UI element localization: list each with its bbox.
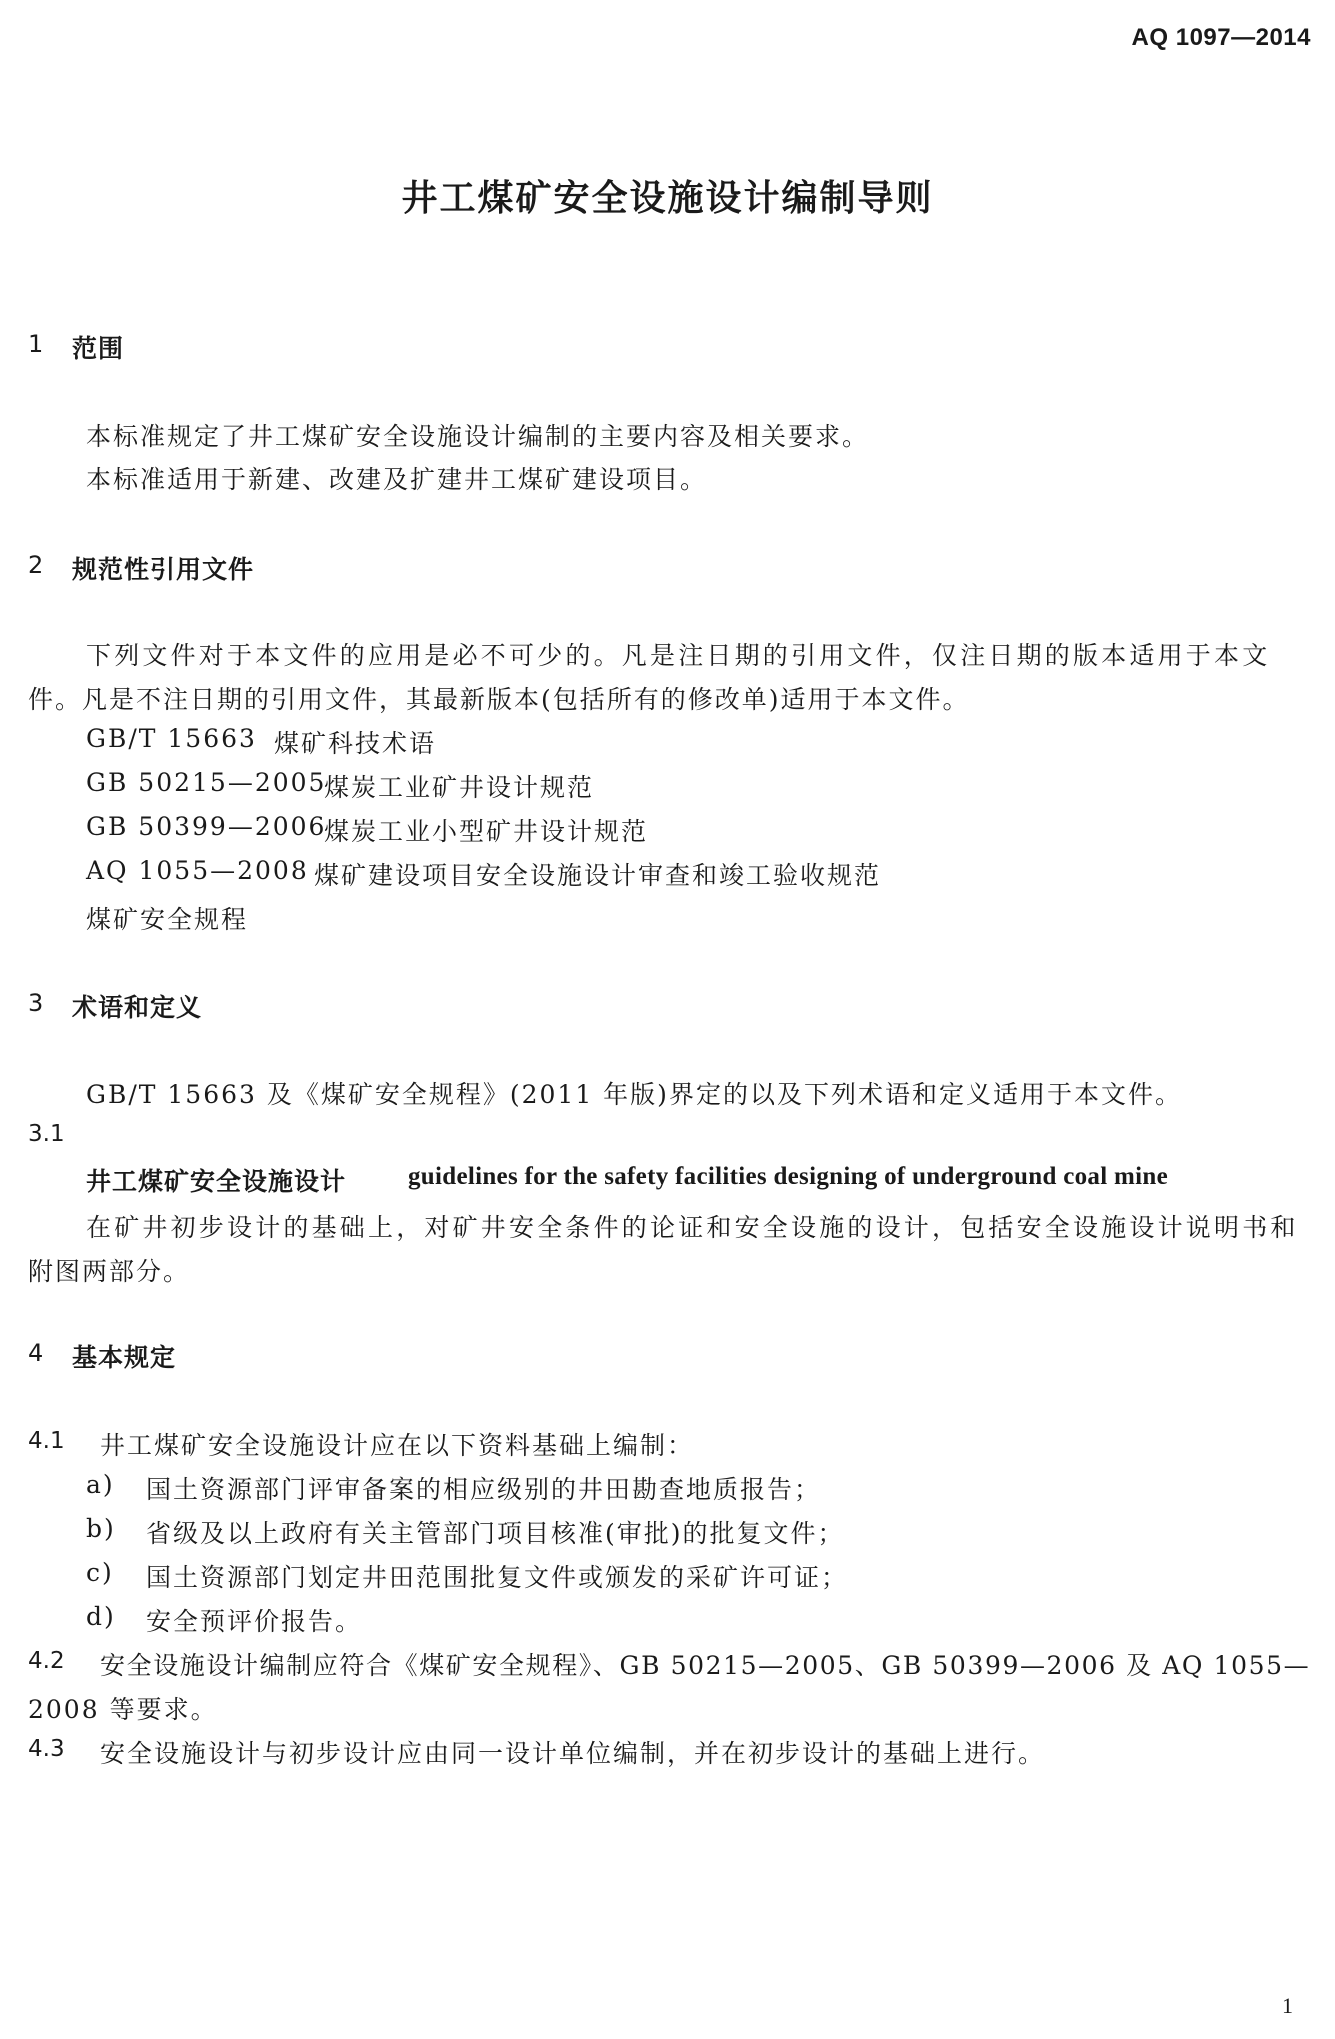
section-1-heading: 范围 <box>72 334 125 363</box>
section-1-para-1: 本标准规定了井工煤矿安全设施设计编制的主要内容及相关要求。 <box>86 422 870 451</box>
section-3-heading: 术语和定义 <box>72 993 203 1022</box>
list-item-label: c) <box>86 1558 114 1587</box>
ref-code: GB 50399—2006 <box>86 812 327 841</box>
term-definition-line-2: 附图两部分。 <box>28 1257 191 1286</box>
term-english: guidelines for the safety facilities designing of underground coal mine <box>408 1163 1168 1190</box>
list-item-text: 国土资源部门评审备案的相应级别的井田勘查地质报告； <box>146 1475 822 1504</box>
clause-4-3-number: 4.3 <box>28 1736 65 1762</box>
page-title: 井工煤矿安全设施设计编制导则 <box>401 178 934 219</box>
ref-code: GB 50215—2005 <box>86 768 327 797</box>
ref-title: 煤矿科技术语 <box>274 729 437 758</box>
section-3-intro: GB/T 15663 及《煤矿安全规程》(2011 年版)界定的以及下列术语和定义适用于本文件。 <box>86 1080 1182 1109</box>
ref-title: 煤矿建设项目安全设施设计审查和竣工验收规范 <box>314 861 882 890</box>
list-item-text: 国土资源部门划定井田范围批复文件或颁发的采矿许可证； <box>146 1563 849 1592</box>
ref-last: 煤矿安全规程 <box>86 905 249 934</box>
clause-3-1-number: 3.1 <box>28 1121 65 1147</box>
ref-title: 煤炭工业小型矿井设计规范 <box>324 817 649 846</box>
term-definition-line-1: 在矿井初步设计的基础上，对矿井安全条件的论证和安全设施的设计，包括安全设施设计说明书和 <box>86 1213 1299 1242</box>
clause-4-2-line-1: 安全设施设计编制应符合《煤矿安全规程》、GB 50215—2005、GB 50399—2006 及 AQ 1055— <box>100 1651 1311 1680</box>
section-1-para-2: 本标准适用于新建、改建及扩建井工煤矿建设项目。 <box>86 465 708 494</box>
clause-4-2-line-2: 2008 等要求。 <box>28 1695 218 1724</box>
standard-code: AQ 1097—2014 <box>1131 24 1311 51</box>
section-4-number: 4 <box>28 1339 44 1367</box>
clause-4-1-number: 4.1 <box>28 1428 65 1454</box>
list-item-text: 省级及以上政府有关主管部门项目核准(审批)的批复文件； <box>146 1519 845 1548</box>
section-2-heading: 规范性引用文件 <box>72 555 255 584</box>
list-item-label: a) <box>86 1470 115 1499</box>
list-item-label: b) <box>86 1514 116 1543</box>
list-item-text: 安全预评价报告。 <box>146 1607 363 1636</box>
section-1-number: 1 <box>28 330 44 358</box>
ref-code: GB/T 15663 <box>86 724 257 753</box>
section-2-intro-line-1: 下列文件对于本文件的应用是必不可少的。凡是注日期的引用文件，仅注日期的版本适用于本文 <box>86 641 1271 670</box>
section-2-intro-line-2: 件。凡是不注日期的引用文件，其最新版本(包括所有的修改单)适用于本文件。 <box>28 685 970 714</box>
clause-4-1-text: 井工煤矿安全设施设计应在以下资料基础上编制： <box>100 1431 695 1460</box>
page-number: 1 <box>1282 1993 1293 2018</box>
term-chinese: 井工煤矿安全设施设计 <box>86 1167 347 1196</box>
section-4-heading: 基本规定 <box>72 1343 177 1372</box>
clause-4-3-text: 安全设施设计与初步设计应由同一设计单位编制，并在初步设计的基础上进行。 <box>100 1739 1046 1768</box>
section-3-number: 3 <box>28 989 44 1017</box>
list-item-label: d) <box>86 1602 116 1631</box>
ref-title: 煤炭工业矿井设计规范 <box>324 773 595 802</box>
section-2-number: 2 <box>28 551 44 579</box>
clause-4-2-number: 4.2 <box>28 1648 65 1674</box>
ref-code: AQ 1055—2008 <box>86 856 309 885</box>
